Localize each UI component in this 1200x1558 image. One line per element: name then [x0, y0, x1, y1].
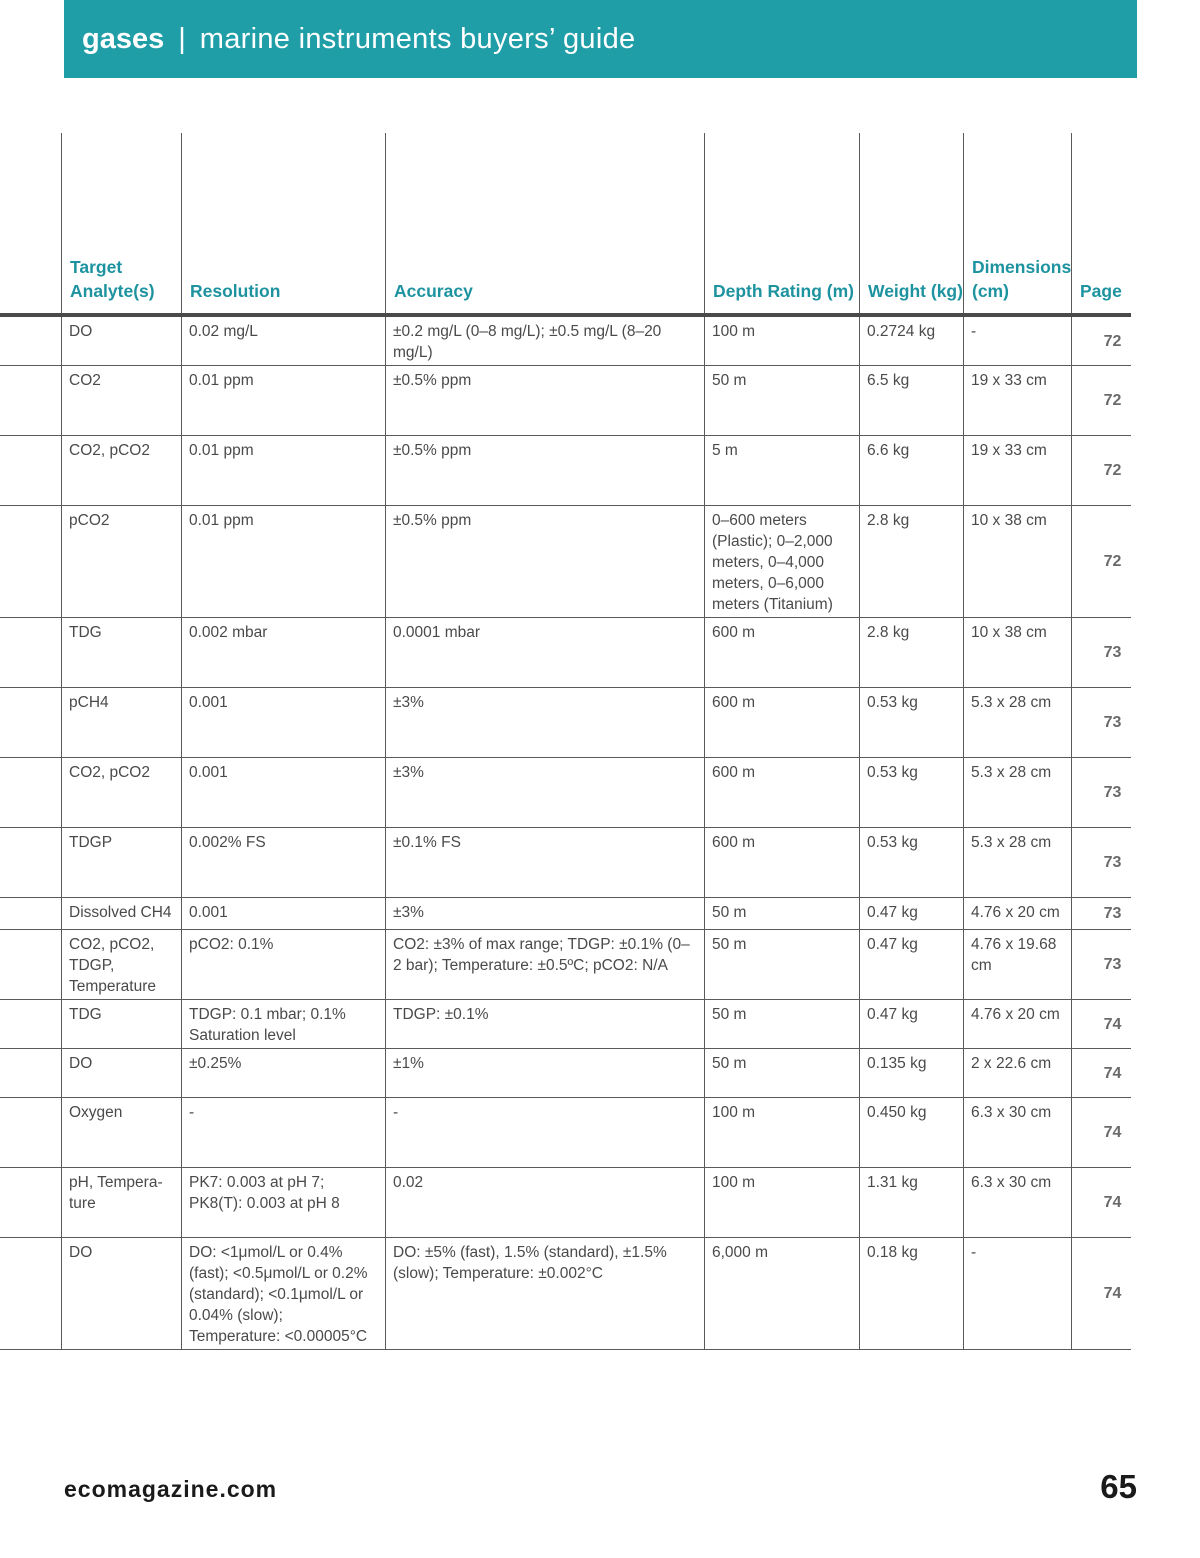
cell-page: 74 [1103, 1194, 1122, 1211]
row-blank-cell [0, 366, 62, 435]
table-row [0, 898, 1131, 930]
cell-page: 73 [1103, 714, 1122, 731]
table-row [0, 828, 1131, 898]
cell-page: 73 [1103, 956, 1122, 973]
cell-analyte: CO2, pCO2, TDGP, Temperature [62, 930, 182, 999]
cell-accuracy: CO2: ±3% of max range; TDGP: ±0.1% (0–2 bar); Temperature: ±0.5ºC; pCO2: N/A [386, 930, 705, 999]
guide-title: marine instruments buyers’ guide [199, 22, 636, 55]
cell-weight: 2.8 kg [860, 618, 964, 687]
cell-depth: 600 m [705, 688, 860, 757]
cell-analyte: CO2, pCO2 [62, 436, 182, 505]
cell-accuracy: ±0.5% ppm [386, 366, 705, 435]
cell-depth: 6,000 m [705, 1238, 860, 1349]
row-blank-cell [0, 898, 62, 929]
cell-page: 73 [1103, 784, 1122, 801]
cell-resolution: - [182, 1098, 386, 1167]
cell-weight: 0.53 kg [860, 758, 964, 827]
cell-accuracy: 0.0001 mbar [386, 618, 705, 687]
table-row [0, 436, 1131, 506]
table-row [0, 317, 1131, 366]
section-title: gases [82, 22, 165, 55]
cell-accuracy: ±3% [386, 898, 705, 929]
cell-depth: 50 m [705, 930, 860, 999]
title-separator: | [178, 22, 186, 55]
cell-weight: 0.47 kg [860, 1000, 964, 1048]
cell-page: 72 [1103, 392, 1122, 409]
cell-weight: 0.2724 kg [860, 317, 964, 365]
cell-accuracy: ±0.2 mg/L (0–8 mg/L); ±0.5 mg/L (8–20 mg/L) [386, 317, 705, 365]
cell-accuracy: ±3% [386, 758, 705, 827]
cell-accuracy: ±0.5% ppm [386, 436, 705, 505]
cell-weight: 0.450 kg [860, 1098, 964, 1167]
row-blank-cell [0, 317, 62, 365]
cell-analyte: TDG [62, 618, 182, 687]
cell-weight: 0.18 kg [860, 1238, 964, 1349]
cell-resolution: 0.002% FS [182, 828, 386, 897]
cell-depth: 0–600 meters (Plastic); 0–2,000 meters, 0–4,000 meters, 0–6,000 meters (Titanium) [705, 506, 860, 617]
cell-dimensions: - [964, 1238, 1072, 1349]
cell-dimensions: 5.3 x 28 cm [964, 688, 1072, 757]
cell-dimensions: 4.76 x 19.68 cm [964, 930, 1072, 999]
cell-accuracy: ±0.5% ppm [386, 506, 705, 617]
cell-depth: 600 m [705, 758, 860, 827]
table-body [0, 317, 1131, 1350]
row-blank-cell [0, 828, 62, 897]
cell-analyte: pH, Tempera- ture [62, 1168, 182, 1237]
cell-analyte: pCO2 [62, 506, 182, 617]
header-banner [64, 0, 1137, 78]
table-row [0, 1168, 1131, 1238]
cell-dimensions: 10 x 38 cm [964, 618, 1072, 687]
cell-resolution: 0.001 [182, 688, 386, 757]
cell-depth: 100 m [705, 1168, 860, 1237]
blank-column-header [0, 133, 62, 313]
column-header-weight: Weight (kg) [860, 133, 964, 313]
cell-dimensions: 19 x 33 cm [964, 366, 1072, 435]
cell-page: 73 [1103, 644, 1122, 661]
cell-page: 74 [1103, 1015, 1122, 1033]
cell-dimensions: 6.3 x 30 cm [964, 1168, 1072, 1237]
cell-page: 73 [1103, 854, 1122, 871]
cell-page: 72 [1103, 332, 1122, 350]
cell-dimensions: 2 x 22.6 cm [964, 1049, 1072, 1097]
column-header-accuracy: Accuracy [386, 133, 705, 313]
cell-dimensions: 6.3 x 30 cm [964, 1098, 1072, 1167]
cell-accuracy: ±1% [386, 1049, 705, 1097]
row-blank-cell [0, 436, 62, 505]
table-row [0, 688, 1131, 758]
row-blank-cell [0, 618, 62, 687]
cell-dimensions: 5.3 x 28 cm [964, 758, 1072, 827]
cell-weight: 2.8 kg [860, 506, 964, 617]
cell-analyte: DO [62, 317, 182, 365]
cell-analyte: Oxygen [62, 1098, 182, 1167]
cell-analyte: Dissolved CH4 [62, 898, 182, 929]
cell-analyte: TDGP [62, 828, 182, 897]
cell-resolution: 0.002 mbar [182, 618, 386, 687]
cell-weight: 0.53 kg [860, 828, 964, 897]
table-row [0, 1000, 1131, 1049]
row-blank-cell [0, 1000, 62, 1048]
cell-page: 72 [1103, 553, 1122, 570]
row-blank-cell [0, 688, 62, 757]
column-header-dimensions: Dimensions (cm) [964, 133, 1072, 313]
cell-depth: 100 m [705, 1098, 860, 1167]
row-blank-cell [0, 930, 62, 999]
cell-resolution: ±0.25% [182, 1049, 386, 1097]
cell-depth: 100 m [705, 317, 860, 365]
cell-page: 73 [1103, 905, 1122, 922]
cell-depth: 600 m [705, 618, 860, 687]
footer-page-number: 65 [1100, 1468, 1137, 1505]
cell-resolution: 0.02 mg/L [182, 317, 386, 365]
cell-weight: 1.31 kg [860, 1168, 964, 1237]
cell-analyte: pCH4 [62, 688, 182, 757]
cell-accuracy: 0.02 [386, 1168, 705, 1237]
specs-table [0, 133, 1131, 1350]
cell-depth: 5 m [705, 436, 860, 505]
row-blank-cell [0, 1238, 62, 1349]
cell-weight: 0.135 kg [860, 1049, 964, 1097]
table-row [0, 1098, 1131, 1168]
cell-resolution: PK7: 0.003 at pH 7; PK8(T): 0.003 at pH 8 [182, 1168, 386, 1237]
cell-dimensions: 4.76 x 20 cm [964, 898, 1072, 929]
cell-accuracy: - [386, 1098, 705, 1167]
cell-resolution: pCO2: 0.1% [182, 930, 386, 999]
column-header-page: Page [1080, 281, 1122, 301]
footer-website: ecomagazine.com [64, 1476, 278, 1502]
cell-accuracy: ±3% [386, 688, 705, 757]
table-row [0, 506, 1131, 618]
cell-weight: 0.53 kg [860, 688, 964, 757]
row-blank-cell [0, 1098, 62, 1167]
cell-analyte: DO [62, 1049, 182, 1097]
cell-resolution: 0.01 ppm [182, 436, 386, 505]
cell-accuracy: DO: ±5% (fast), 1.5% (standard), ±1.5% (slow); Temperature: ±0.002°C [386, 1238, 705, 1349]
cell-depth: 50 m [705, 1000, 860, 1048]
row-blank-cell [0, 1168, 62, 1237]
cell-depth: 50 m [705, 366, 860, 435]
row-blank-cell [0, 1049, 62, 1097]
cell-accuracy: TDGP: ±0.1% [386, 1000, 705, 1048]
cell-weight: 0.47 kg [860, 898, 964, 929]
cell-page: 74 [1103, 1285, 1122, 1302]
cell-resolution: 0.01 ppm [182, 506, 386, 617]
cell-resolution: 0.001 [182, 898, 386, 929]
table-row [0, 366, 1131, 436]
cell-resolution: 0.001 [182, 758, 386, 827]
table-header [0, 133, 1131, 317]
cell-page: 74 [1103, 1124, 1122, 1141]
cell-analyte: CO2, pCO2 [62, 758, 182, 827]
cell-dimensions: 19 x 33 cm [964, 436, 1072, 505]
table-row [0, 930, 1131, 1000]
cell-weight: 6.5 kg [860, 366, 964, 435]
table-row [0, 1049, 1131, 1098]
cell-resolution: 0.01 ppm [182, 366, 386, 435]
row-blank-cell [0, 758, 62, 827]
cell-dimensions: - [964, 317, 1072, 365]
cell-analyte: CO2 [62, 366, 182, 435]
cell-depth: 50 m [705, 1049, 860, 1097]
cell-resolution: DO: <1μmol/L or 0.4% (fast); <0.5μmol/L or 0.2% (standard); <0.1μmol/L or 0.04% (slow); Temperature: <0.00005°C [182, 1238, 386, 1349]
cell-page: 74 [1103, 1064, 1122, 1082]
column-header-depth: Depth Rating (m) [705, 133, 860, 313]
cell-resolution: TDGP: 0.1 mbar; 0.1% Saturation level [182, 1000, 386, 1048]
column-header-resolution: Resolution [182, 133, 386, 313]
cell-analyte: TDG [62, 1000, 182, 1048]
cell-dimensions: 4.76 x 20 cm [964, 1000, 1072, 1048]
cell-weight: 0.47 kg [860, 930, 964, 999]
table-row [0, 758, 1131, 828]
cell-depth: 50 m [705, 898, 860, 929]
column-header-analyte: Target Analyte(s) [62, 133, 182, 313]
cell-page: 72 [1103, 462, 1122, 479]
cell-dimensions: 10 x 38 cm [964, 506, 1072, 617]
row-blank-cell [0, 506, 62, 617]
cell-weight: 6.6 kg [860, 436, 964, 505]
table-row [0, 1238, 1131, 1350]
cell-depth: 600 m [705, 828, 860, 897]
cell-analyte: DO [62, 1238, 182, 1349]
table-row [0, 618, 1131, 688]
cell-accuracy: ±0.1% FS [386, 828, 705, 897]
cell-dimensions: 5.3 x 28 cm [964, 828, 1072, 897]
